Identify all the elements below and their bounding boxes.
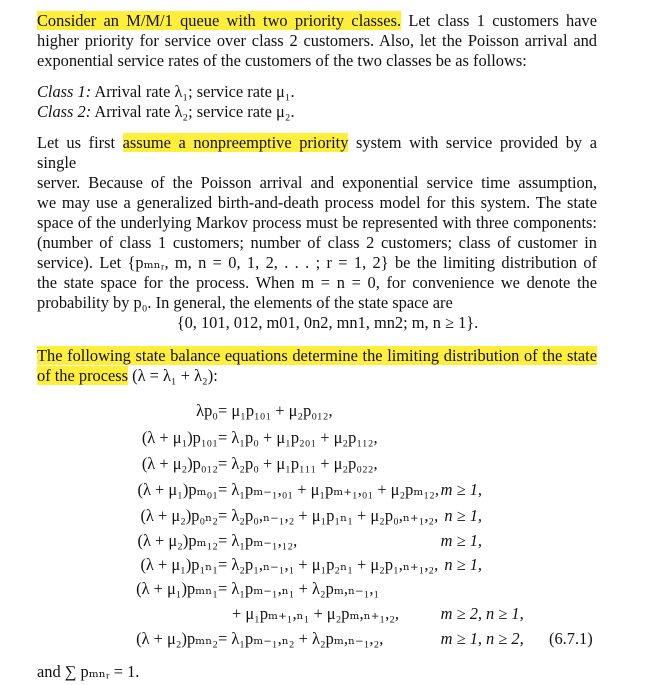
- model-line-6: service). Let {pₘₙᵣ, m, n = 0, 1, 2, . . . ; r = 1, 2} be the limiting distribution of: [37, 253, 597, 272]
- equation-rhs: = λ₂p₀,ₙ₋₁,₂ + μ₁p₁ₙ₁ + μ₂p₀,ₙ₊₁,₂,: [218, 506, 439, 525]
- model-line-1-pre: Let us first: [37, 133, 123, 152]
- balance-line-1: [37, 346, 597, 366]
- intro-line-1-rest: Let class 1 customers have: [401, 11, 597, 30]
- equation-rhs: = λ₁pₘ₋₁,ₙ₂ + λ₂pₘ,ₙ₋₁,₂,: [218, 629, 384, 648]
- equation-rhs: = μ₁p₁₀₁ + μ₂p₀₁₂,: [218, 401, 333, 420]
- normalization-line: and ∑ pₘₙᵣ = 1.: [37, 662, 140, 681]
- equation-lhs: (λ + μ₂)p₀₁₂: [141, 454, 218, 473]
- class-1-name: Class 1:: [37, 82, 92, 101]
- class-1-line: [37, 82, 597, 102]
- equation-lhs: (λ + μ₂)pₘ₁₂: [137, 531, 218, 550]
- intro-line-1: [37, 11, 597, 31]
- equation-number: (6.7.1): [549, 629, 593, 648]
- model-line-2: server. Because of the Poisson arrival and exponential service time assumption,: [37, 173, 597, 192]
- class-1-desc: Arrival rate λ₁; service rate μ₁.: [91, 82, 295, 101]
- equation-lhs: (λ + μ₁)p₁ₙ₁: [140, 555, 218, 574]
- equation-rhs: + μ₁pₘ₊₁,ₙ₁ + μ₂pₘ,ₙ₊₁,₂,: [232, 604, 400, 623]
- equation-row: [0, 427, 655, 449]
- state-space-display: {0, 101, 012, m01, 0n2, mn1, mn2; m, n ≥ 1}.: [176, 313, 479, 332]
- highlight-2: assume a nonpreemptive priority: [122, 133, 349, 152]
- equation-rhs: = λ₁p₀ + μ₁p₂₀₁ + μ₂p₁₁₂,: [218, 428, 378, 447]
- equation-condition: n ≥ 1,: [486, 604, 524, 623]
- equation-lhs: (λ + μ₁)pₘₙ₁: [136, 579, 218, 598]
- highlight-1: Consider an M/M/1 queue with two priority classes.: [37, 11, 402, 30]
- equation-lhs: (λ + μ₂)p₀ₙ₂: [140, 506, 218, 525]
- intro-line-2: higher priority for service over class 2 customers. Also, let the Poisson arrival and: [37, 31, 597, 50]
- model-paragraph: [37, 133, 597, 313]
- equation-lhs: (λ + μ₁)pₘ₀₁: [137, 480, 218, 499]
- class-2-desc: Arrival rate λ₂; service rate μ₂.: [91, 102, 295, 121]
- equation-row: [0, 530, 655, 552]
- equation-row: [0, 400, 655, 422]
- equation-row: [0, 554, 655, 576]
- equation-condition: m ≥ 2,: [440, 604, 482, 623]
- equation-row: [0, 505, 655, 527]
- highlight-3a: The following state balance equations determine the limiting distribution of the state: [37, 346, 597, 365]
- model-line-1-post: system with service provided by a single: [37, 133, 597, 172]
- equation-rhs: = λ₁pₘ₋₁,ₙ₁ + λ₂pₘ,ₙ₋₁,₁: [218, 579, 380, 598]
- highlight-3b: of the process: [37, 366, 129, 385]
- equation-condition: n ≥ 1,: [444, 506, 482, 525]
- model-line-1: [37, 133, 597, 173]
- equation-row: [0, 479, 655, 501]
- equation-lhs: (λ + μ₂)pₘₙ₂: [136, 629, 218, 648]
- balance-intro: [37, 346, 597, 386]
- model-line-3: we may use a generalized birth-and-death process model for this system. The state: [37, 193, 597, 212]
- equation-row: [0, 453, 655, 475]
- balance-line-2-post: (λ = λ₁ + λ₂):: [128, 366, 218, 385]
- balance-line-2: [37, 366, 597, 386]
- model-line-7: the state space for the process. When m = n = 0, for convenience we denote the: [37, 273, 597, 292]
- equation-rhs: = λ₁pₘ₋₁,₁₂,: [218, 531, 298, 550]
- class-2-name: Class 2:: [37, 102, 92, 121]
- equation-lhs: λp₀: [196, 401, 218, 420]
- class-list: [37, 82, 597, 122]
- model-line-4: space of the underlying Markov process must be represented with three components:: [37, 213, 597, 232]
- model-line-8: probability by p₀. In general, the elements of the state space are: [37, 293, 453, 312]
- class-2-line: [37, 102, 597, 122]
- intro-line-3: exponential service rates of the customers of the two classes be as follows:: [37, 51, 527, 70]
- equation-condition: m ≥ 1,: [440, 629, 482, 648]
- intro-paragraph: [37, 11, 597, 71]
- equation-rhs: = λ₂p₀ + μ₁p₁₁₁ + μ₂p₀₂₂,: [218, 454, 378, 473]
- equation-row: [0, 578, 655, 600]
- model-line-5: (number of class 1 customers; number of class 2 customers; class of customer in: [37, 233, 597, 252]
- equation-condition: m ≥ 1,: [440, 480, 482, 499]
- equation-row: [0, 603, 655, 625]
- equation-condition: m ≥ 1,: [440, 531, 482, 550]
- equation-rhs: = λ₂p₁,ₙ₋₁,₁ + μ₁p₂ₙ₁ + μ₂p₁,ₙ₊₁,₂,: [218, 555, 439, 574]
- equation-lhs: (λ + μ₁)p₁₀₁: [141, 428, 218, 447]
- equation-rhs: = λ₁pₘ₋₁,₀₁ + μ₁pₘ₊₁,₀₁ + μ₂pₘ₁₂,: [218, 480, 439, 499]
- equation-condition: n ≥ 1,: [444, 555, 482, 574]
- equation-condition: n ≥ 2,: [486, 629, 524, 648]
- equation-row: [0, 628, 655, 650]
